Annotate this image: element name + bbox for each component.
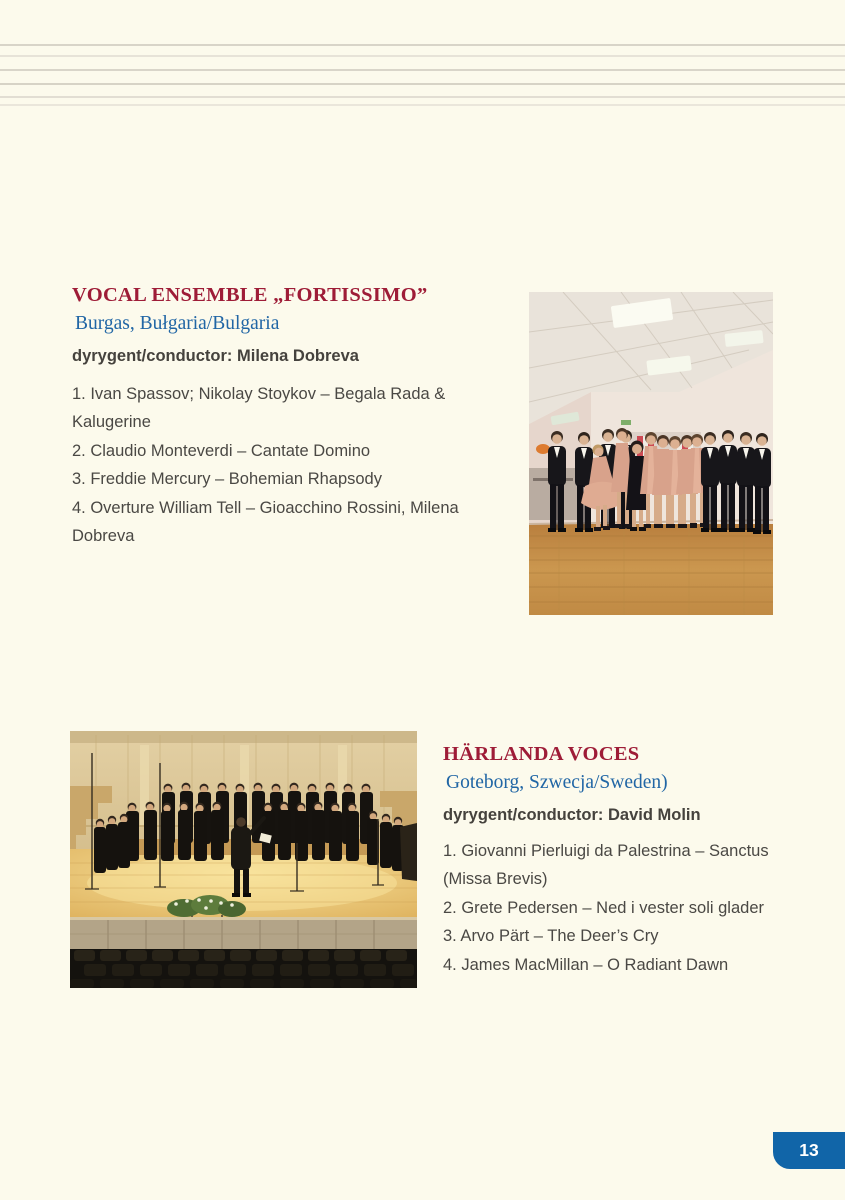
ensemble-title: VOCAL ENSEMBLE „FORTISSIMO” [72, 284, 428, 306]
fortissimo-ensemble-photo [529, 292, 773, 615]
program-line: Kalugerine [72, 413, 151, 432]
section-harlanda [443, 742, 843, 979]
staff-line [0, 55, 845, 57]
program-line: (Missa Brevis) [443, 870, 548, 889]
program-line: 3. Freddie Mercury – Bohemian Rhapsody [72, 470, 382, 489]
program-line: Dobreva [72, 527, 135, 546]
photo1-exit-sign [621, 420, 631, 425]
photo2-stage-front [70, 917, 417, 949]
staff-line [0, 104, 845, 106]
program-list [72, 380, 502, 550]
conductor-line: dyrygent/conductor: David Molin [443, 806, 701, 824]
program-line: 3. Arvo Pärt – The Deer’s Cry [443, 927, 659, 946]
page-number-badge [773, 1132, 845, 1169]
staff-line [0, 69, 845, 71]
page-number: 13 [799, 1140, 819, 1160]
photo1-floor [529, 520, 773, 615]
program-line: 4. James MacMillan – O Radiant Dawn [443, 955, 729, 974]
ensemble-location: Burgas, Bułgaria/Bulgaria [75, 313, 280, 334]
program-list [443, 837, 843, 979]
staff-line [0, 83, 845, 85]
program-line: 2. Claudio Monteverdi – Cantate Domino [72, 441, 371, 460]
ensemble-title: HÄRLANDA VOCES [443, 743, 640, 765]
program-line: 1. Giovanni Pierluigi da Palestrina – Sanctus [443, 842, 769, 860]
staff-line [0, 96, 845, 98]
program-line: 4. Overture William Tell – Gioacchino Rossini, Milena [72, 498, 459, 517]
photo2-piano-silhouette [400, 823, 417, 881]
photo2-audience-seats [70, 949, 417, 988]
ensemble-location: Goteborg, Szwecja/Sweden) [446, 772, 668, 793]
staff-line [0, 44, 845, 46]
section-fortissimo [72, 283, 502, 550]
harlanda-voces-photo [70, 731, 417, 988]
conductor-line: dyrygent/conductor: Milena Dobreva [72, 347, 359, 365]
program-line: 1. Ivan Spassov; Nikolay Stoykov – Begala Rada & [72, 385, 446, 403]
program-line: 2. Grete Pedersen – Ned i vester soli glader [443, 898, 765, 917]
